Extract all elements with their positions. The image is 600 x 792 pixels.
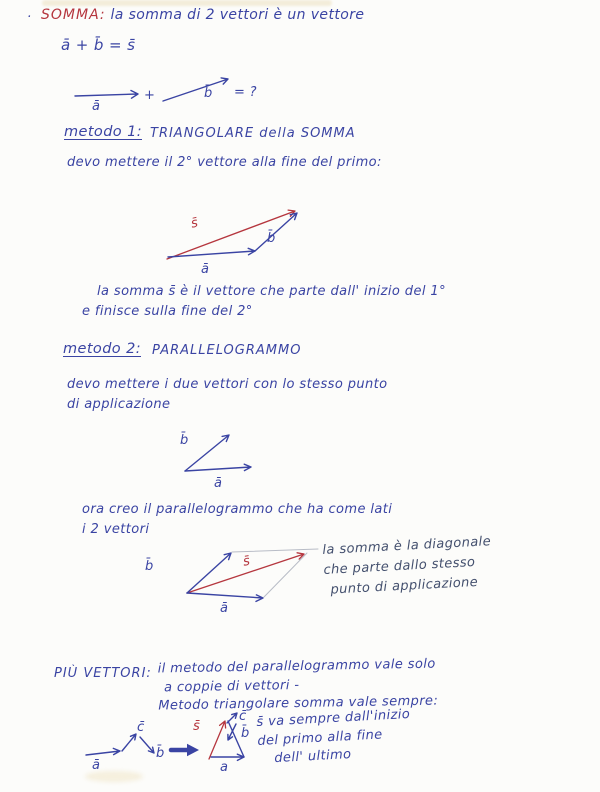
vector-a-label: ā: [201, 262, 210, 277]
vector-s-label: s̄: [189, 215, 200, 232]
metodo1-note-line1: la somma s̄ è il vettore che parte dall' inizio del 1°: [97, 284, 446, 299]
vector-c-arrow: [122, 734, 136, 751]
vector-a-arrow: [185, 464, 251, 471]
vector-b-arrow: [187, 553, 231, 593]
bottom-note-line2: del primo alla fine: [257, 726, 383, 749]
scan-smudge-top: [42, 0, 332, 6]
parallelogram-text-line1: ora creo il parallelogrammo che ha come lati: [82, 502, 393, 517]
vector-b-label: b̄: [267, 231, 276, 246]
expression-diagram: [70, 70, 270, 112]
vector-a-label: ā: [92, 758, 101, 773]
metodo2-desc-line1: devo mettere i due vettori con lo stesso punto: [67, 377, 388, 392]
piu-line2: a coppie di vettori -: [163, 677, 300, 695]
vector-b-arrow: [185, 435, 229, 471]
pencil-side-top: [232, 549, 318, 552]
same-origin-diagram: [170, 424, 270, 492]
vector-b-label: b̄: [204, 86, 213, 101]
metodo2-heading: metodo 2:: [63, 341, 141, 357]
metodo2-desc-line2: di applicazione: [67, 397, 171, 412]
parallelogram-text-line2: i 2 vettori: [82, 522, 150, 537]
parallelogram-diagram: [140, 538, 345, 620]
multi-vector-diagram: [78, 710, 263, 788]
side-note-line2: che parte dallo stesso: [323, 555, 476, 578]
vector-sum-formula: ā + b̄ = s̄: [61, 36, 136, 54]
side-note-line1: la somma è la diagonale: [322, 534, 492, 558]
vector-a-arrow: [75, 91, 138, 99]
metodo1-heading: metodo 1:: [64, 124, 142, 140]
chain-a-label: a: [220, 760, 229, 775]
triangle-method-diagram: [155, 200, 315, 280]
vector-b-arrow: [163, 78, 228, 101]
heading-line: [41, 7, 364, 23]
vector-s-arrow: [167, 210, 295, 259]
vector-a-label: ā: [92, 99, 101, 114]
vector-b-label: b̄: [180, 433, 189, 448]
equals-question: = ?: [234, 85, 257, 100]
vector-s-arrow: [209, 721, 226, 759]
vector-a-label: ā: [214, 476, 223, 491]
vector-b-arrow: [140, 737, 154, 753]
vector-a-arrow: [86, 748, 120, 755]
vector-b-label: b̄: [156, 746, 165, 761]
metodo1-note-line2: e finisce sulla fine del 2°: [82, 304, 253, 319]
metodo1-desc: devo mettere il 2° vettore alla fine del primo:: [67, 155, 382, 170]
bullet: ·: [27, 10, 32, 25]
plus-sign: +: [144, 88, 156, 103]
vector-a-arrow: [168, 248, 255, 257]
heading-rest: la somma di 2 vettori è un vettore: [110, 7, 365, 23]
piu-line1: il metodo del parallelogrammo vale solo: [157, 656, 436, 677]
vector-c-label: c̄: [137, 720, 145, 735]
implies-arrow-icon: [171, 744, 199, 756]
bottom-note-line3: dell' ultimo: [273, 747, 352, 767]
metodo2-title: PARALLELOGRAMMO: [152, 343, 302, 358]
vector-a-label: ā: [220, 601, 229, 616]
side-note-line3: punto di applicazione: [330, 574, 479, 598]
chain-b-label: b̄: [241, 726, 250, 741]
piu-vettori-heading: PIÙ VETTORI:: [54, 666, 152, 681]
chain-c-label: c̄: [239, 709, 247, 724]
piu-line3: Metodo triangolare somma vale sempre:: [158, 693, 439, 714]
chain-c-arrow: [227, 713, 237, 723]
vector-b-label: b̄: [145, 559, 154, 574]
heading-somma: SOMMA:: [41, 7, 106, 23]
vector-s-label: s̄: [193, 719, 201, 734]
vector-s-label: s̄: [241, 553, 252, 570]
diagonal-side-note: [322, 532, 494, 601]
bottom-note: [256, 706, 413, 769]
bottom-note-line1: s̄ va sempre dall'inizio: [256, 706, 411, 730]
metodo1-title: TRIANGOLARE della SOMMA: [150, 126, 356, 141]
